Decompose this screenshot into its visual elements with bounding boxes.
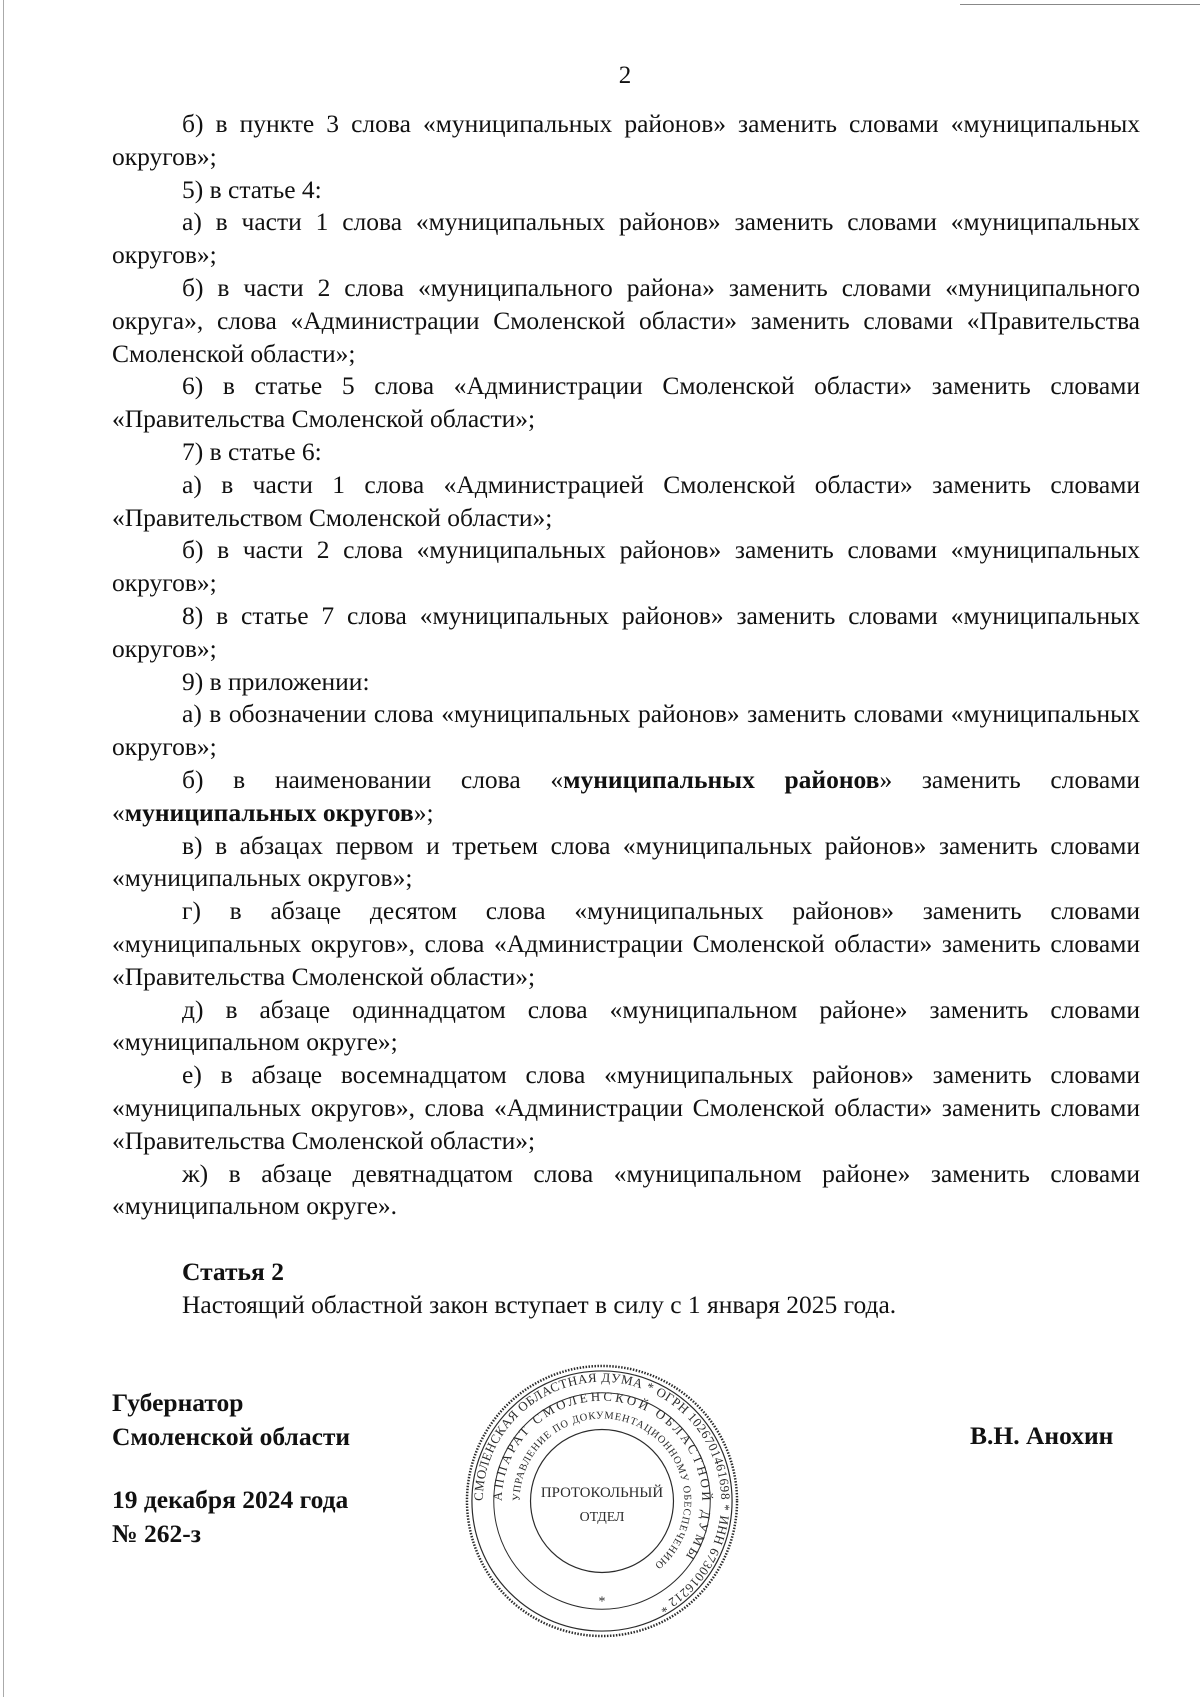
article-2	[112, 1256, 1140, 1322]
page-number: 2	[618, 62, 632, 89]
stamp-outer-text: СМОЛЕНСКАЯ ОБЛАСТНАЯ ДУМА * ОГРН 1026701461698 * ИНН 6730016212 *	[471, 1370, 733, 1616]
paragraph: б) в части 2 слова «муниципальных районов» заменить словами «муниципальных округов»;	[112, 535, 1140, 598]
paragraph: 8) в статье 7 слова «муниципальных районов» заменить словами «муниципальных округов»;	[112, 600, 1140, 663]
paragraph: е) в абзаце восемнадцатом слова «муниципальных районов» заменить словами «муниципальных округов», слова «Администрации Смоленской области» заменить словами «Правительства Смоленской области»;	[112, 1060, 1140, 1155]
scan-border-left	[3, 0, 4, 1697]
paragraph: а) в обозначении слова «муниципальных районов» заменить словами «муниципальных округов»;	[112, 699, 1140, 762]
paragraph-part: » заменить словами «	[112, 764, 1141, 827]
stamp-inner-text: УПРАВЛЕНИЕ ПО ДОКУМЕНТАЦИОННОМУ ОБЕСПЕЧЕНИЮ	[511, 1410, 693, 1572]
law-date: 19 декабря 2024 года	[112, 1485, 349, 1514]
article-text: Настоящий областной закон вступает в силу с 1 января 2025 года.	[182, 1289, 897, 1319]
bold-phrase: муниципальных районов	[563, 764, 880, 794]
paragraph: г) в абзаце десятом слова «муниципальных районов» заменить словами «муниципальных округов», слова «Администрации Смоленской области» заменить словами «Правительства Смоленской области»;	[112, 896, 1140, 991]
stamp-center-line1: ПРОТОКОЛЬНЫЙ	[540, 1485, 664, 1502]
signer-name: В.Н. Анохин	[970, 1421, 1114, 1450]
signature-date-block	[112, 1483, 348, 1551]
official-stamp	[463, 1362, 741, 1640]
paragraph-part: б) в наименовании слова «	[182, 764, 564, 794]
stamp-star: *	[598, 1594, 606, 1610]
paragraph: 6) в статье 5 слова «Администрации Смоленской области» заменить словами «Правительства Смоленской области»;	[112, 371, 1140, 434]
document-body	[112, 108, 1140, 1322]
paragraph: в) в абзацах первом и третьем слова «муниципальных районов» заменить словами «муниципальных округов»;	[112, 830, 1140, 893]
stamp-middle-text: АППАРАТ СМОЛЕНСКОЙ ОБЛАСТНОЙ ДУМЫ	[490, 1389, 714, 1565]
paragraph: 7) в статье 6:	[182, 436, 322, 466]
paragraph: 9) в приложении:	[182, 666, 370, 696]
paragraph: 5) в статье 4:	[182, 174, 322, 204]
position-line: Смоленской области	[112, 1422, 351, 1451]
paragraph-part: »;	[413, 797, 434, 827]
scan-border-top	[960, 4, 1200, 5]
bold-phrase: муниципальных округов	[124, 797, 414, 827]
article-title: Статья 2	[182, 1257, 284, 1287]
law-number: № 262-з	[112, 1519, 201, 1548]
paragraph: д) в абзаце одиннадцатом слова «муниципальном районе» заменить словами «муниципальном округе»;	[112, 994, 1140, 1057]
stamp-center-line2: ОТДЕЛ	[579, 1509, 625, 1525]
position-line: Губернатор	[112, 1388, 244, 1417]
paragraph: б) в пункте 3 слова «муниципальных районов» заменить словами «муниципальных округов»;	[112, 109, 1140, 171]
paragraph: а) в части 1 слова «муниципальных районов» заменить словами «муниципальных округов»;	[112, 207, 1140, 270]
signature-position	[112, 1386, 350, 1454]
paragraph-with-bold	[112, 764, 1140, 830]
paragraph: ж) в абзаце девятнадцатом слова «муниципальном районе» заменить словами «муниципальном округе».	[112, 1158, 1140, 1221]
paragraph: б) в части 2 слова «муниципального района» заменить словами «муниципального округа», слова «Администрации Смоленской области» заменить словами «Правительства Смоленской области»;	[112, 272, 1140, 368]
paragraph: а) в части 1 слова «Администрацией Смоленской области» заменить словами «Правительством Смоленской области»;	[112, 469, 1140, 532]
